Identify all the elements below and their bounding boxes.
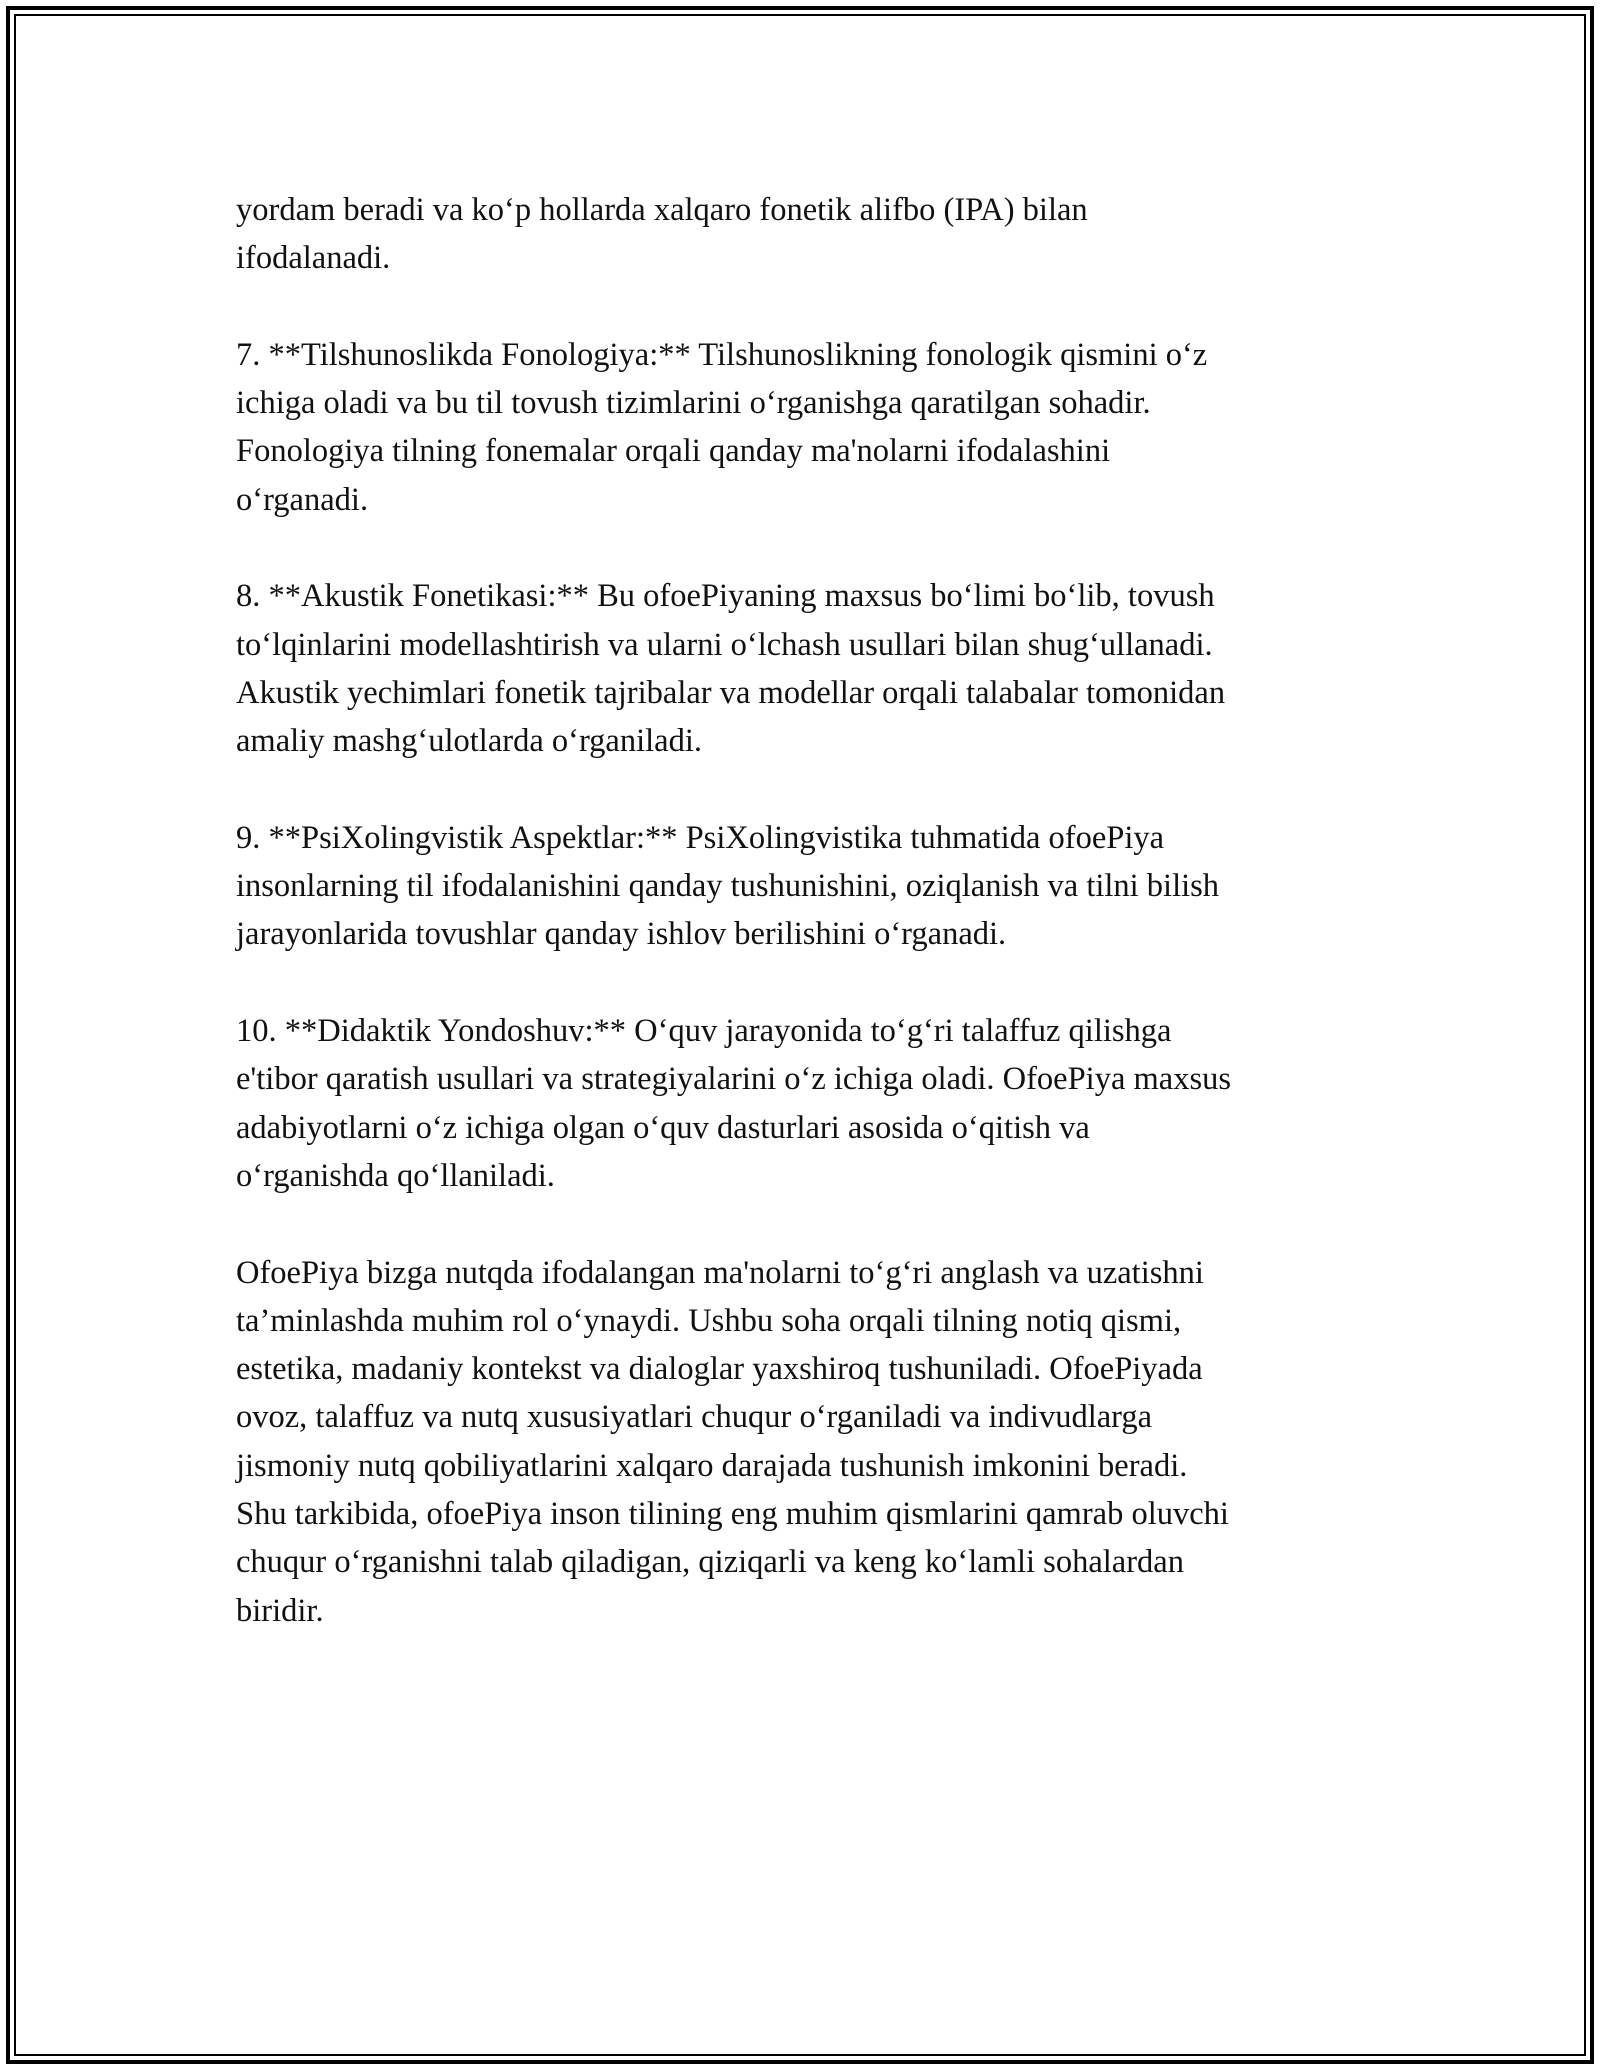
document-body bbox=[236, 186, 1386, 1635]
paragraph-item-7-phonology: 7. **Tilshunoslikda Fonologiya:** Tilshunoslikning fonologik qismini oʻz ichiga oladi va bu til tovush tizimlarini oʻrganishga qaratilgan sohadir. Fonologiya tilning fonemalar orqali qanday ma'nolarni ifodalashini oʻrganadi. bbox=[236, 336, 1208, 518]
paragraph-item-8-acoustic-phonetics: 8. **Akustik Fonetikasi:** Bu ofoePiyaning maxsus boʻlimi boʻlib, tovush toʻlqinlarini modellashtirish va ularni oʻlchash usullari bilan shugʻullanadi. Akustik yechimlari fonetik tajribalar va modellar orqali talabalar tomonidan amaliy mashgʻulotlarda oʻrganiladi. bbox=[236, 578, 1226, 760]
paragraph-ipa-continuation: yordam beradi va koʻp hollarda xalqaro fonetik alifbo (IPA) bilan ifodalanadi. bbox=[236, 192, 1088, 277]
paragraph-item-9-psycholinguistic: 9. **PsiXolingvistik Aspektlar:** PsiXolingvistika tuhmatida ofoePiya insonlarning til ifodalanishini qanday tushunishini, oziqlanish va tilni bilish jarayonlarida tovushlar qanday ishlov berilishini oʻrganadi. bbox=[236, 819, 1220, 953]
paragraph-item-10-didactic: 10. **Didaktik Yondoshuv:** Oʻquv jarayonida toʻgʻri talaffuz qilishga e'tibor qaratish usullari va strategiyalarini oʻz ichiga oladi. OfoePiya maxsus adabiyotlarni oʻz ichiga olgan oʻquv dasturlari asosida oʻqitish va oʻrganishda qoʻllaniladi. bbox=[236, 1013, 1232, 1194]
paragraph-conclusion: OfoePiya bizga nutqda ifodalangan ma'nolarni toʻgʻri anglash va uzatishni ta’minlashda muhim rol oʻynaydi. Ushbu soha orqali tilning notiq qismi, estetika, madaniy kontekst va dialoglar yaxshiroq tushuniladi. OfoePiyada ovoz, talaffuz va nutq xususiyatlari chuqur oʻrganiladi va indivudlarga jismoniy nutq qobiliyatlarini xalqaro darajada tushunish imkonini beradi. Shu tarkibida, ofoePiya inson tilining eng muhim qismlarini qamrab oluvchi chuqur oʻrganishni talab qiladigan, qiziqarli va keng koʻlamli sohalardan biridir. bbox=[236, 1254, 1229, 1629]
